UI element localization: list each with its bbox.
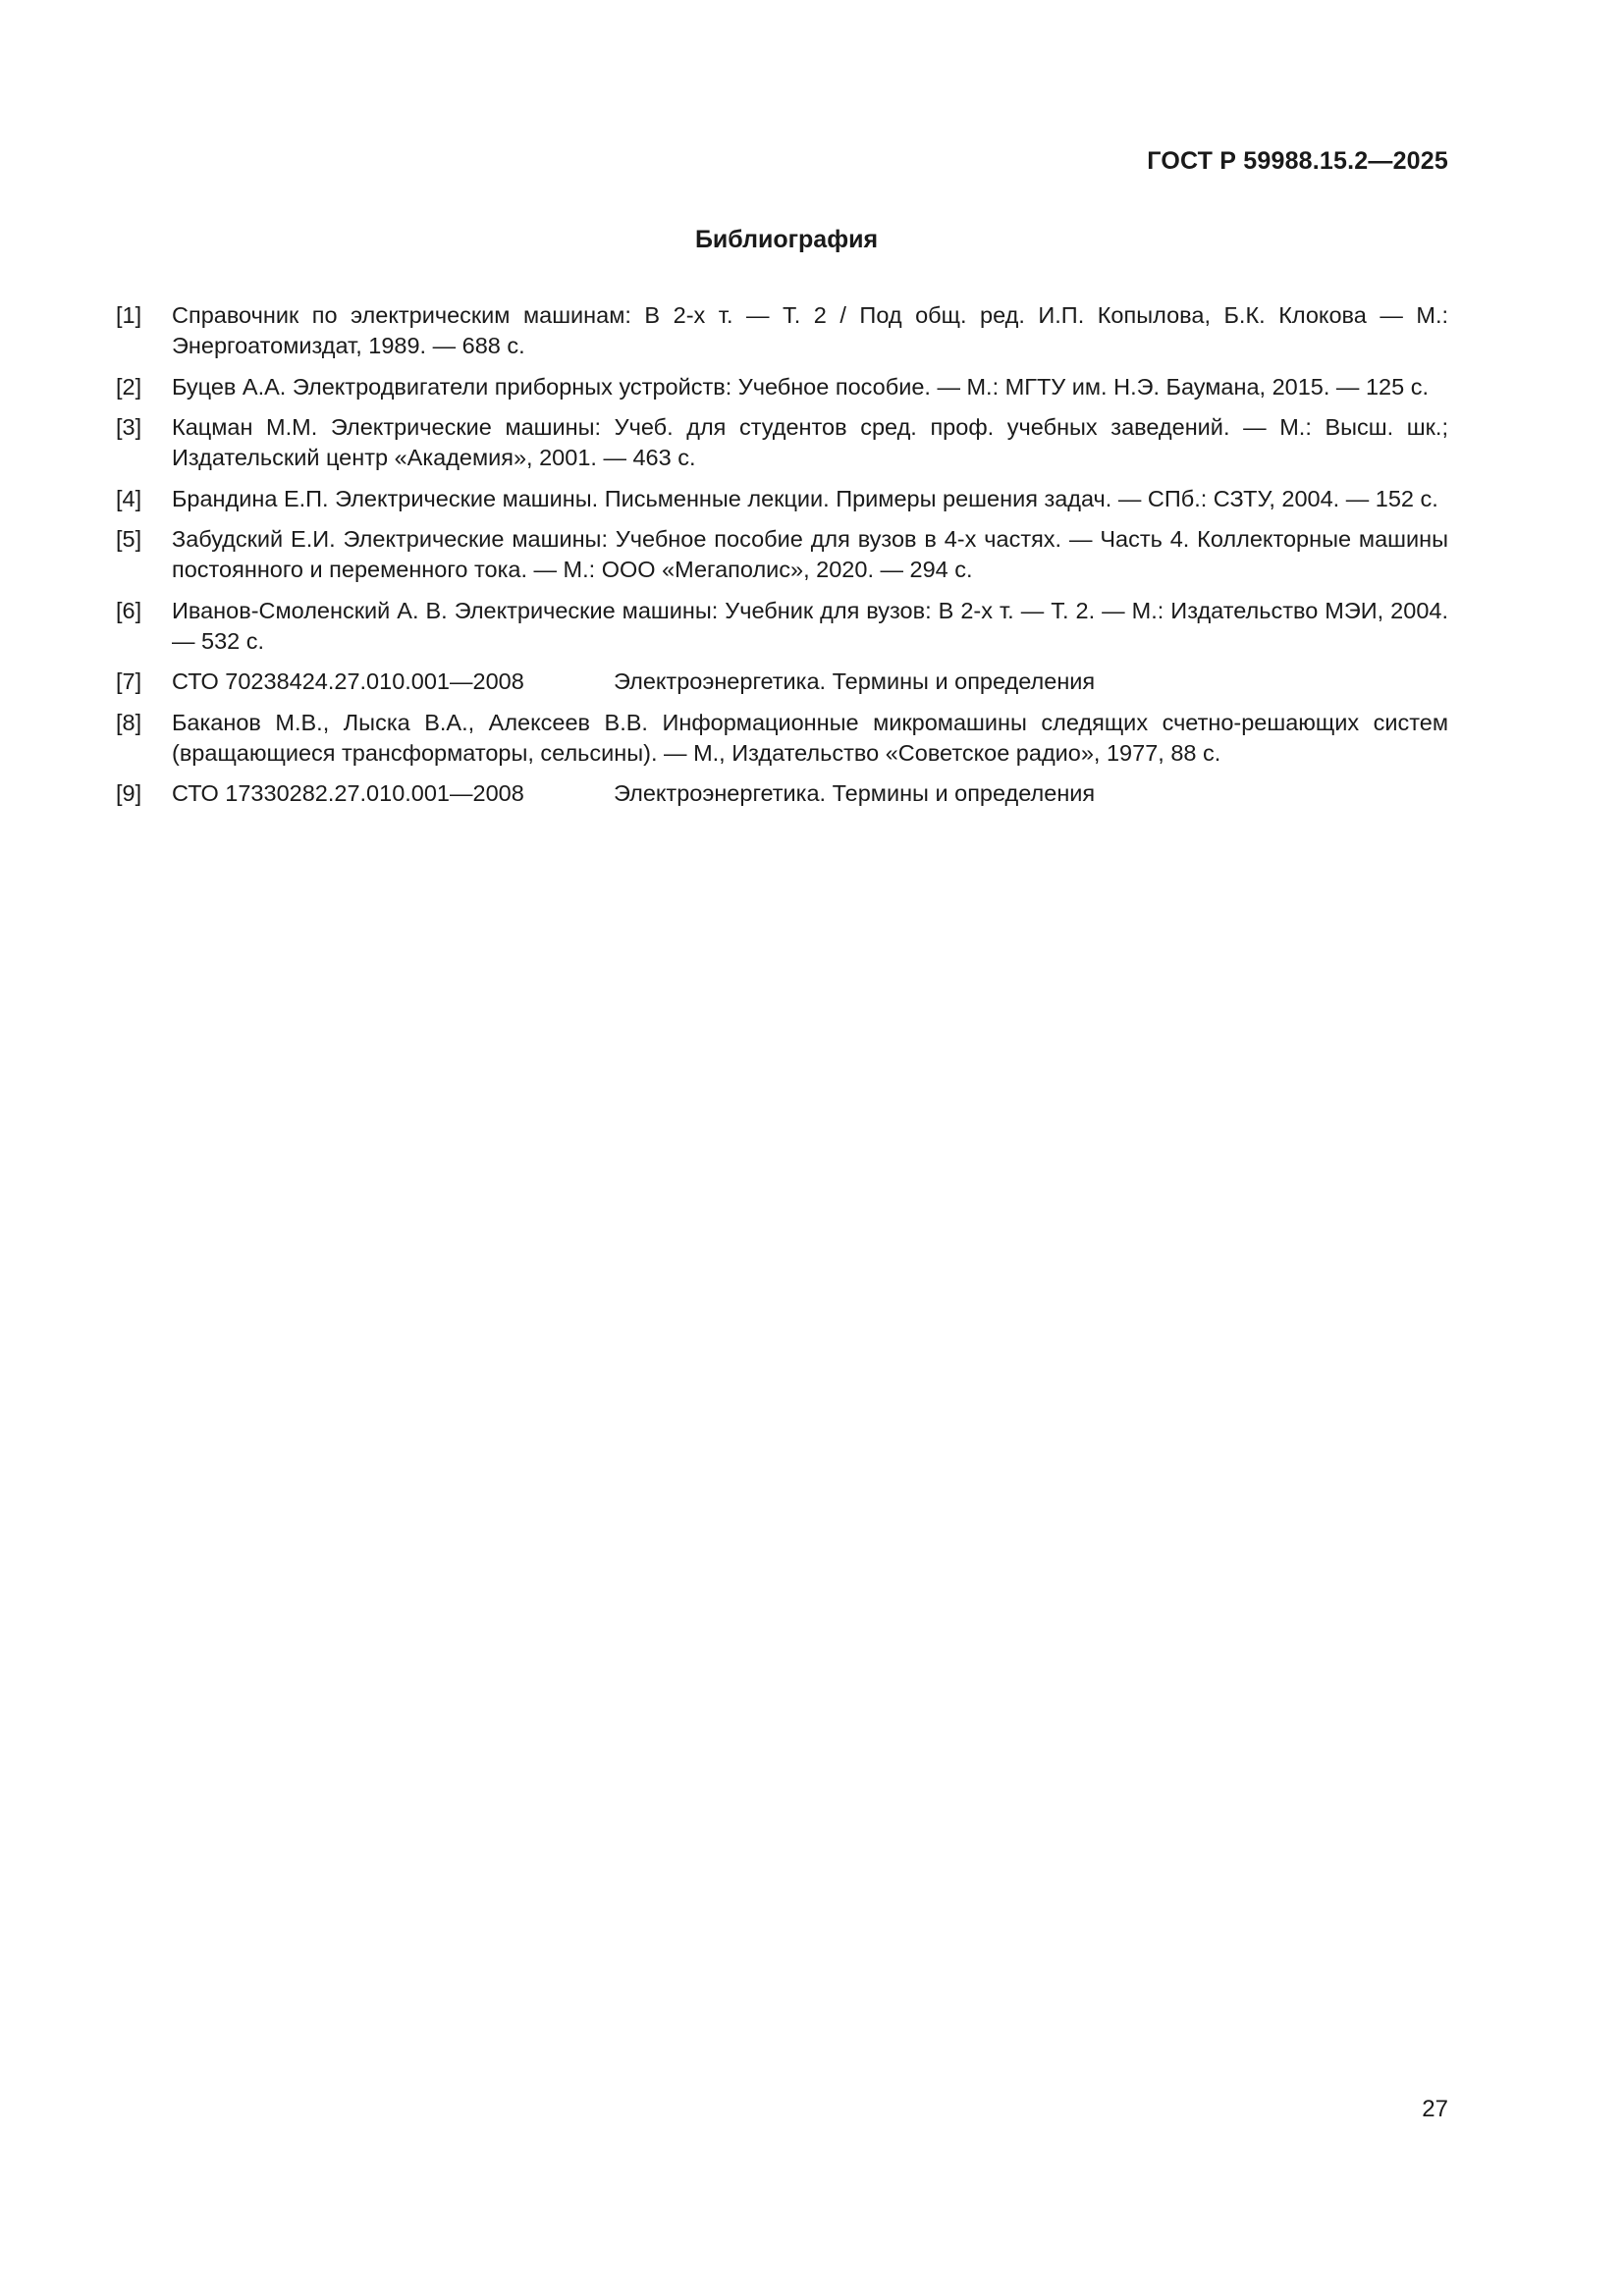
bibliography-list [116,300,1448,820]
bibliography-item-number: [5] [116,526,142,552]
bibliography-item [116,667,1448,697]
document-code: ГОСТ Р 59988.15.2—2025 [1147,147,1448,175]
bibliography-item-number: [3] [116,414,142,440]
bibliography-item-text: Баканов М.В., Лыска В.А., Алексеев В.В. Информационные микромашины следящих счетно-решающих систем (вращающиеся трансформаторы, сельсины). — М., Издательство «Советское радио», 1977, 88 с. [172,709,1448,766]
bibliography-title: Библиография [694,226,879,253]
bibliography-item-text: Буцев А.А. Электродвигатели приборных устройств: Учебное пособие. — М.: МГТУ им. Н.Э. Баумана, 2015. — 125 с. [172,373,1429,400]
bibliography-item-number: [8] [116,709,142,735]
bibliography-item-text: Иванов-Смоленский А. В. Электрические машины: Учебник для вузов: В 2-х т. — Т. 2. — М.: Издательство МЭИ, 2004. — 532 с. [172,597,1448,654]
standard-title: Электроэнергетика. Термины и определения [614,780,1096,806]
bibliography-item [116,412,1448,473]
bibliography-item-number: [2] [116,373,142,400]
bibliography-item [116,708,1448,769]
bibliography-item [116,484,1448,514]
bibliography-item [116,524,1448,585]
bibliography-item-number: [6] [116,597,142,623]
bibliography-item-number: [7] [116,668,142,694]
bibliography-item [116,596,1448,657]
bibliography-item-number: [4] [116,485,142,511]
bibliography-item-text [172,667,1448,697]
bibliography-item-number: [1] [116,302,142,328]
bibliography-item-text: Кацман М.М. Электрические машины: Учеб. для студентов сред. проф. учебных заведений. — М.: Высш. шк.; Издательский центр «Академия», 2001. — 463 с. [172,414,1448,470]
standard-code: СТО 17330282.27.010.001—2008 [172,780,524,806]
bibliography-item [116,300,1448,361]
bibliography-item-text [172,778,1448,809]
page-number: 27 [1422,2096,1448,2122]
bibliography-item-text: Забудский Е.И. Электрические машины: Учебное пособие для вузов в 4-х частях. — Часть 4. Коллекторные машины постоянного и переменного тока. — М.: ООО «Мегаполис», 2020. — 294 с. [172,526,1448,582]
standard-title: Электроэнергетика. Термины и определения [614,668,1096,694]
bibliography-item [116,778,1448,809]
bibliography-item [116,372,1448,402]
bibliography-item-text: Справочник по электрическим машинам: В 2-х т. — Т. 2 / Под общ. ред. И.П. Копылова, Б.К. Клокова — М.: Энергоатомиздат, 1989. — 688 с. [172,302,1448,358]
standard-code: СТО 70238424.27.010.001—2008 [172,668,524,694]
bibliography-item-text: Брандина Е.П. Электрические машины. Письменные лекции. Примеры решения задач. — СПб.: СЗТУ, 2004. — 152 с. [172,485,1438,511]
bibliography-item-number: [9] [116,780,142,806]
